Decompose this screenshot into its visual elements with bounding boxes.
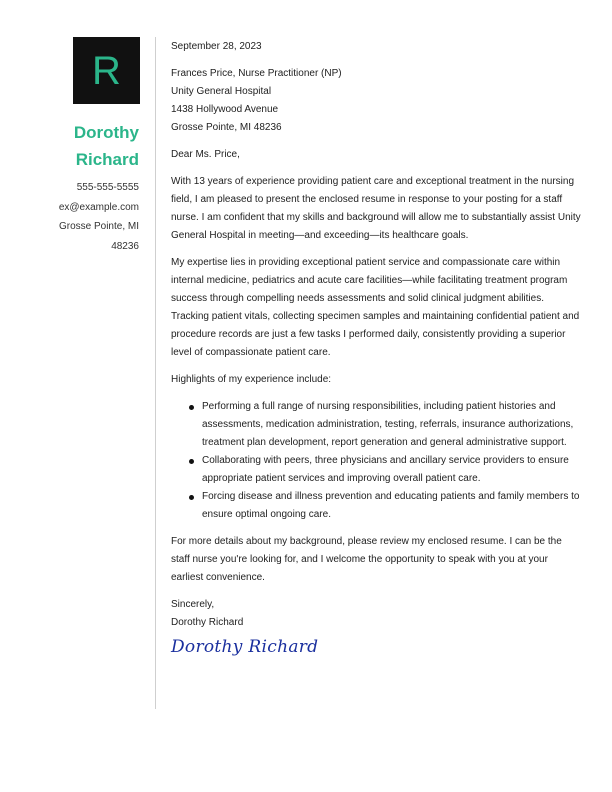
recipient-block — [171, 65, 581, 137]
recipient-line: Grosse Pointe, MI 48236 — [171, 122, 282, 133]
list-item: Performing a full range of nursing responsibilities, including patient histories and assessments, medication administration, testing, referrals, insurance authorizations, treatment plan development, report generation and general administrative support. — [202, 398, 581, 452]
paragraph-intro: With 13 years of experience providing patient care and exceptional treatment in the nursing field, I am pleased to present the enclosed resume in response to your posting for a staff nurse. I am confident that my skills and background will allow me to substantially assist Unity General Hospital in meeting—and exceeding—its healthcare goals. — [171, 176, 581, 241]
letter-date: September 28, 2023 — [171, 41, 262, 52]
applicant-name — [74, 119, 139, 173]
contact-email: ex@example.com — [58, 201, 139, 213]
monogram-block — [73, 37, 140, 104]
recipient-line: Frances Price, Nurse Practitioner (NP) — [171, 68, 342, 79]
handwritten-signature: Dorothy Richard — [171, 637, 319, 657]
monogram-letter: R — [92, 48, 121, 93]
letter-body — [171, 38, 581, 656]
recipient-line: Unity General Hospital — [171, 86, 272, 97]
paragraph-closing: For more details about my background, please review my enclosed resume. I can be the staff nurse you're looking for, and I welcome the opportunity to speak with you at your earliest convenience. — [171, 536, 562, 583]
salutation: Dear Ms. Price, — [171, 149, 240, 160]
contact-info — [29, 178, 139, 256]
signoff: Sincerely, — [171, 599, 215, 610]
applicant-last-name: Richard — [75, 150, 139, 169]
signer-name: Dorothy Richard — [171, 617, 244, 628]
paragraph-expertise: My expertise lies in providing exceptional patient service and compassionate care within internal medicine, pediatrics and acute care facilities—while facilitating treatment program success through compelling needs assessments and solid clinical judgment abilities. Tracking patient vitals, collecting specimen samples and maintaining confidential patient and procedure records are just a few tasks I performed daily, consistently providing a superior level of compassionate patient care. — [171, 257, 580, 358]
list-item: Forcing disease and illness prevention and educating patients and family members to ensure optimal ongoing care. — [202, 488, 581, 524]
list-item: Collaborating with peers, three physicians and ancillary service providers to ensure appropriate patient services and improving overall patient care. — [202, 452, 581, 488]
contact-phone: 555-555-5555 — [76, 182, 139, 193]
recipient-line: 1438 Hollywood Avenue — [171, 104, 279, 115]
applicant-first-name: Dorothy — [73, 123, 139, 142]
vertical-divider — [155, 37, 156, 709]
highlights-intro: Highlights of my experience include: — [171, 374, 332, 385]
contact-location: Grosse Pointe, MI 48236 — [58, 221, 139, 252]
highlights-list — [171, 398, 581, 524]
